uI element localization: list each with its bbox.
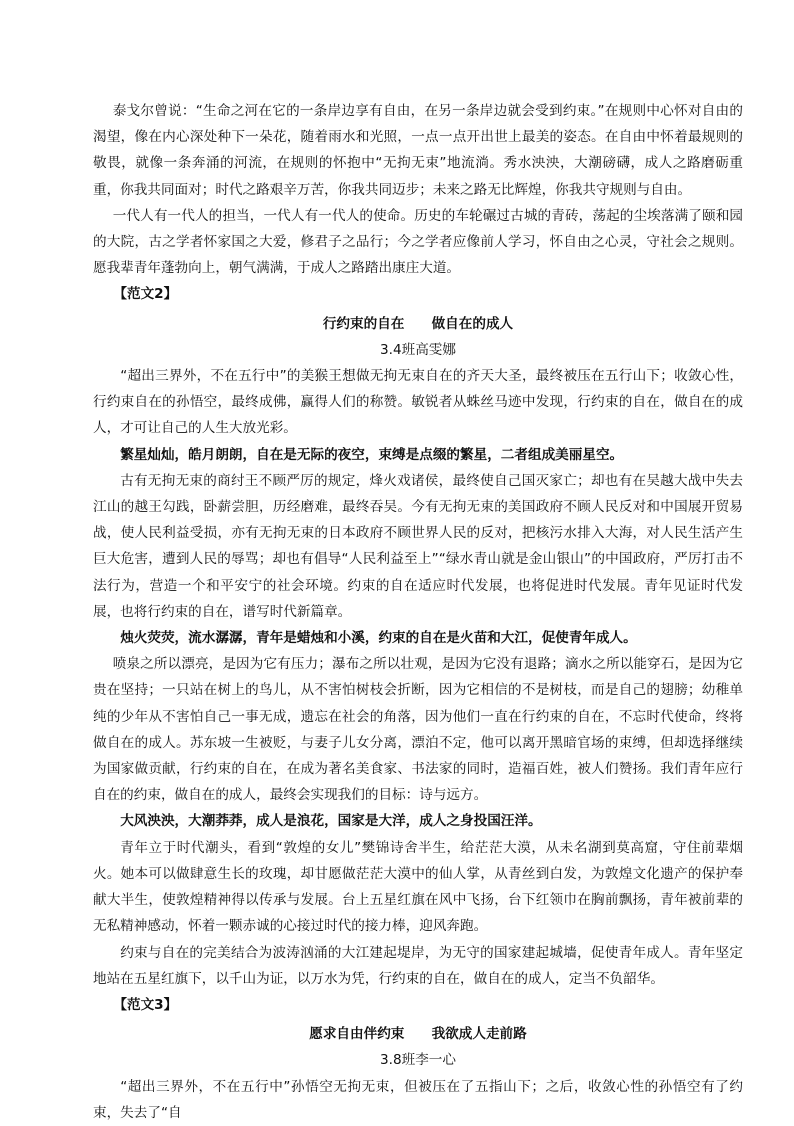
essay2-paragraph-5: 约束与自在的完美结合为波涛汹涌的大江建起堤岸，为无守的国家建起城墙，促使青年成人。青年坚定地站在五星红旗下，以千山为证，以万水为凭，行约束的自在，做自在的成人，定当不负韶华。 — [93, 944, 743, 987]
essay2-subheading-3: 大风泱泱，大潮莽莽，成人是浪花，国家是大洋，成人之身投国汪洋。 — [120, 813, 542, 830]
essay3-label: 【范文3】 — [113, 996, 178, 1013]
essay2-paragraph-4: 青年立于时代潮头，看到“敦煌的女儿”樊锦诗舍半生，给茫茫大漠，从未名湖到莫高窟，守住前辈烟火。她本可以做肆意生长的玫瑰，却甘愿做茫茫大漠中的仙人掌，从青丝到白发，为敦煌文化遗产的保护奉献大半生，使敦煌精神得以传承与发展。台上五星红旗在风中飞扬，台下红领巾在胸前飘扬，青年被前辈的无私精神感动，怀着一颗赤诚的心接过时代的接力棒，迎风奔跑。 — [93, 839, 743, 935]
essay3-author: 3.8班李一心 — [380, 1052, 456, 1069]
essay2-paragraph-3: 喷泉之所以漂亮，是因为它有压力；瀑布之所以壮观，是因为它没有退路；滴水之所以能穿石，是因为它贵在坚持；一只站在树上的鸟儿，从不害怕树枝会折断，因为它相信的不是树枝，而是自己的翅膀；幼稚单纯的少年从不害怕自己一事无成，遗忘在社会的角落，因为他们一直在行约束的自在，不忘时代使命，终将做自在的成人。苏东坡一生被贬，与妻子儿女分离，漂泊不定，他可以离开黑暗官场的束缚，但却选择继续为国家做贡献，行约束的自在，在成为著名美食家、书法家的同时，造福百姓，被人们赞扬。我们青年应行自在的约束，做自在的成人，最终会实现我们的目标：诗与远方。 — [93, 656, 743, 804]
essay2-author: 3.4班高雯娜 — [380, 341, 456, 358]
document-body — [93, 98, 743, 1126]
essay3-title: 愿求自由伴约束 我欲成人走前路 — [309, 1026, 527, 1043]
essay2-subheading-2: 烛火荧荧，流水潺潺，青年是蜡烛和小溪，约束的自在是火苗和大江，促使青年成人。 — [120, 630, 637, 647]
essay2-paragraph-2: 古有无拘无束的商纣王不顾严厉的规定，烽火戏诸侯，最终使自己国灭家亡；却也有在吴越大战中失去江山的越王勾践，卧薪尝胆，历经磨难，最终吞吴。今有无拘无束的美国政府不顾人民反对和中国展开贸易战，使人民利益受损，亦有无拘无束的日本政府不顾世界人民的反对，把核污水排入大海，对人民生活产生巨大危害，遭到人民的辱骂；却也有倡导“人民利益至上”“绿水青山就是金山银山”的中国政府，严厉打击不法行为，营造一个和平安宁的社会环境。约束的自在适应时代发展，也将促进时代发展。青年见证时代发展，也将行约束的自在，谱写时代新篇章。 — [93, 472, 743, 620]
essay2-label: 【范文2】 — [113, 286, 178, 303]
essay2-title: 行约束的自在 做自在的成人 — [322, 315, 514, 332]
essay2-subheading-1: 繁星灿灿，皓月朗朗，自在是无际的夜空，束缚是点缀的繁星，二者组成美丽星空。 — [120, 446, 624, 463]
essay2-paragraph-1: “超出三界外，不在五行中”的美猴王想做无拘无束自在的齐天大圣，最终被压在五行山下；收敛心性，行约束自在的孙悟空，最终成佛，赢得人们的称赞。敏锐者从蛛丝马迹中发现，行约束的自在，做自在的成人，才可让自己的人生大放光彩。 — [93, 368, 743, 437]
essay1-paragraph-2: 一代人有一代人的担当，一代人有一代人的使命。历史的车轮碾过古城的青砖，荡起的尘埃落满了颐和园的大院，古之学者怀家国之大爱，修君子之品行；今之学者应像前人学习，怀自由之心灵，守社会之规则。愿我辈青年蓬勃向上，朝气满满，于成人之路踏出康庄大道。 — [93, 207, 743, 277]
essay3-paragraph-1: “超出三界外，不在五行中”孙悟空无拘无束，但被压在了五指山下；之后，收敛心性的孙悟空有了约束，失去了“自 — [93, 1078, 743, 1121]
essay1-paragraph-1: 泰戈尔曾说：“生命之河在它的一条岸边享有自由，在另一条岸边就会受到约束。”在规则中心怀对自由的渴望，像在内心深处种下一朵花，随着雨水和光照，一点一点开出世上最美的姿态。在自由中怀着最规则的敬畏，就像一条奔涌的河流，在规则的怀抱中“无拘无束”地流淌。秀水泱泱，大潮磅礴，成人之路磨砺重重，你我共同面对；时代之路艰辛万苦，你我共同迈步；未来之路无比辉煌，你我共守规则与自由。 — [93, 103, 743, 198]
